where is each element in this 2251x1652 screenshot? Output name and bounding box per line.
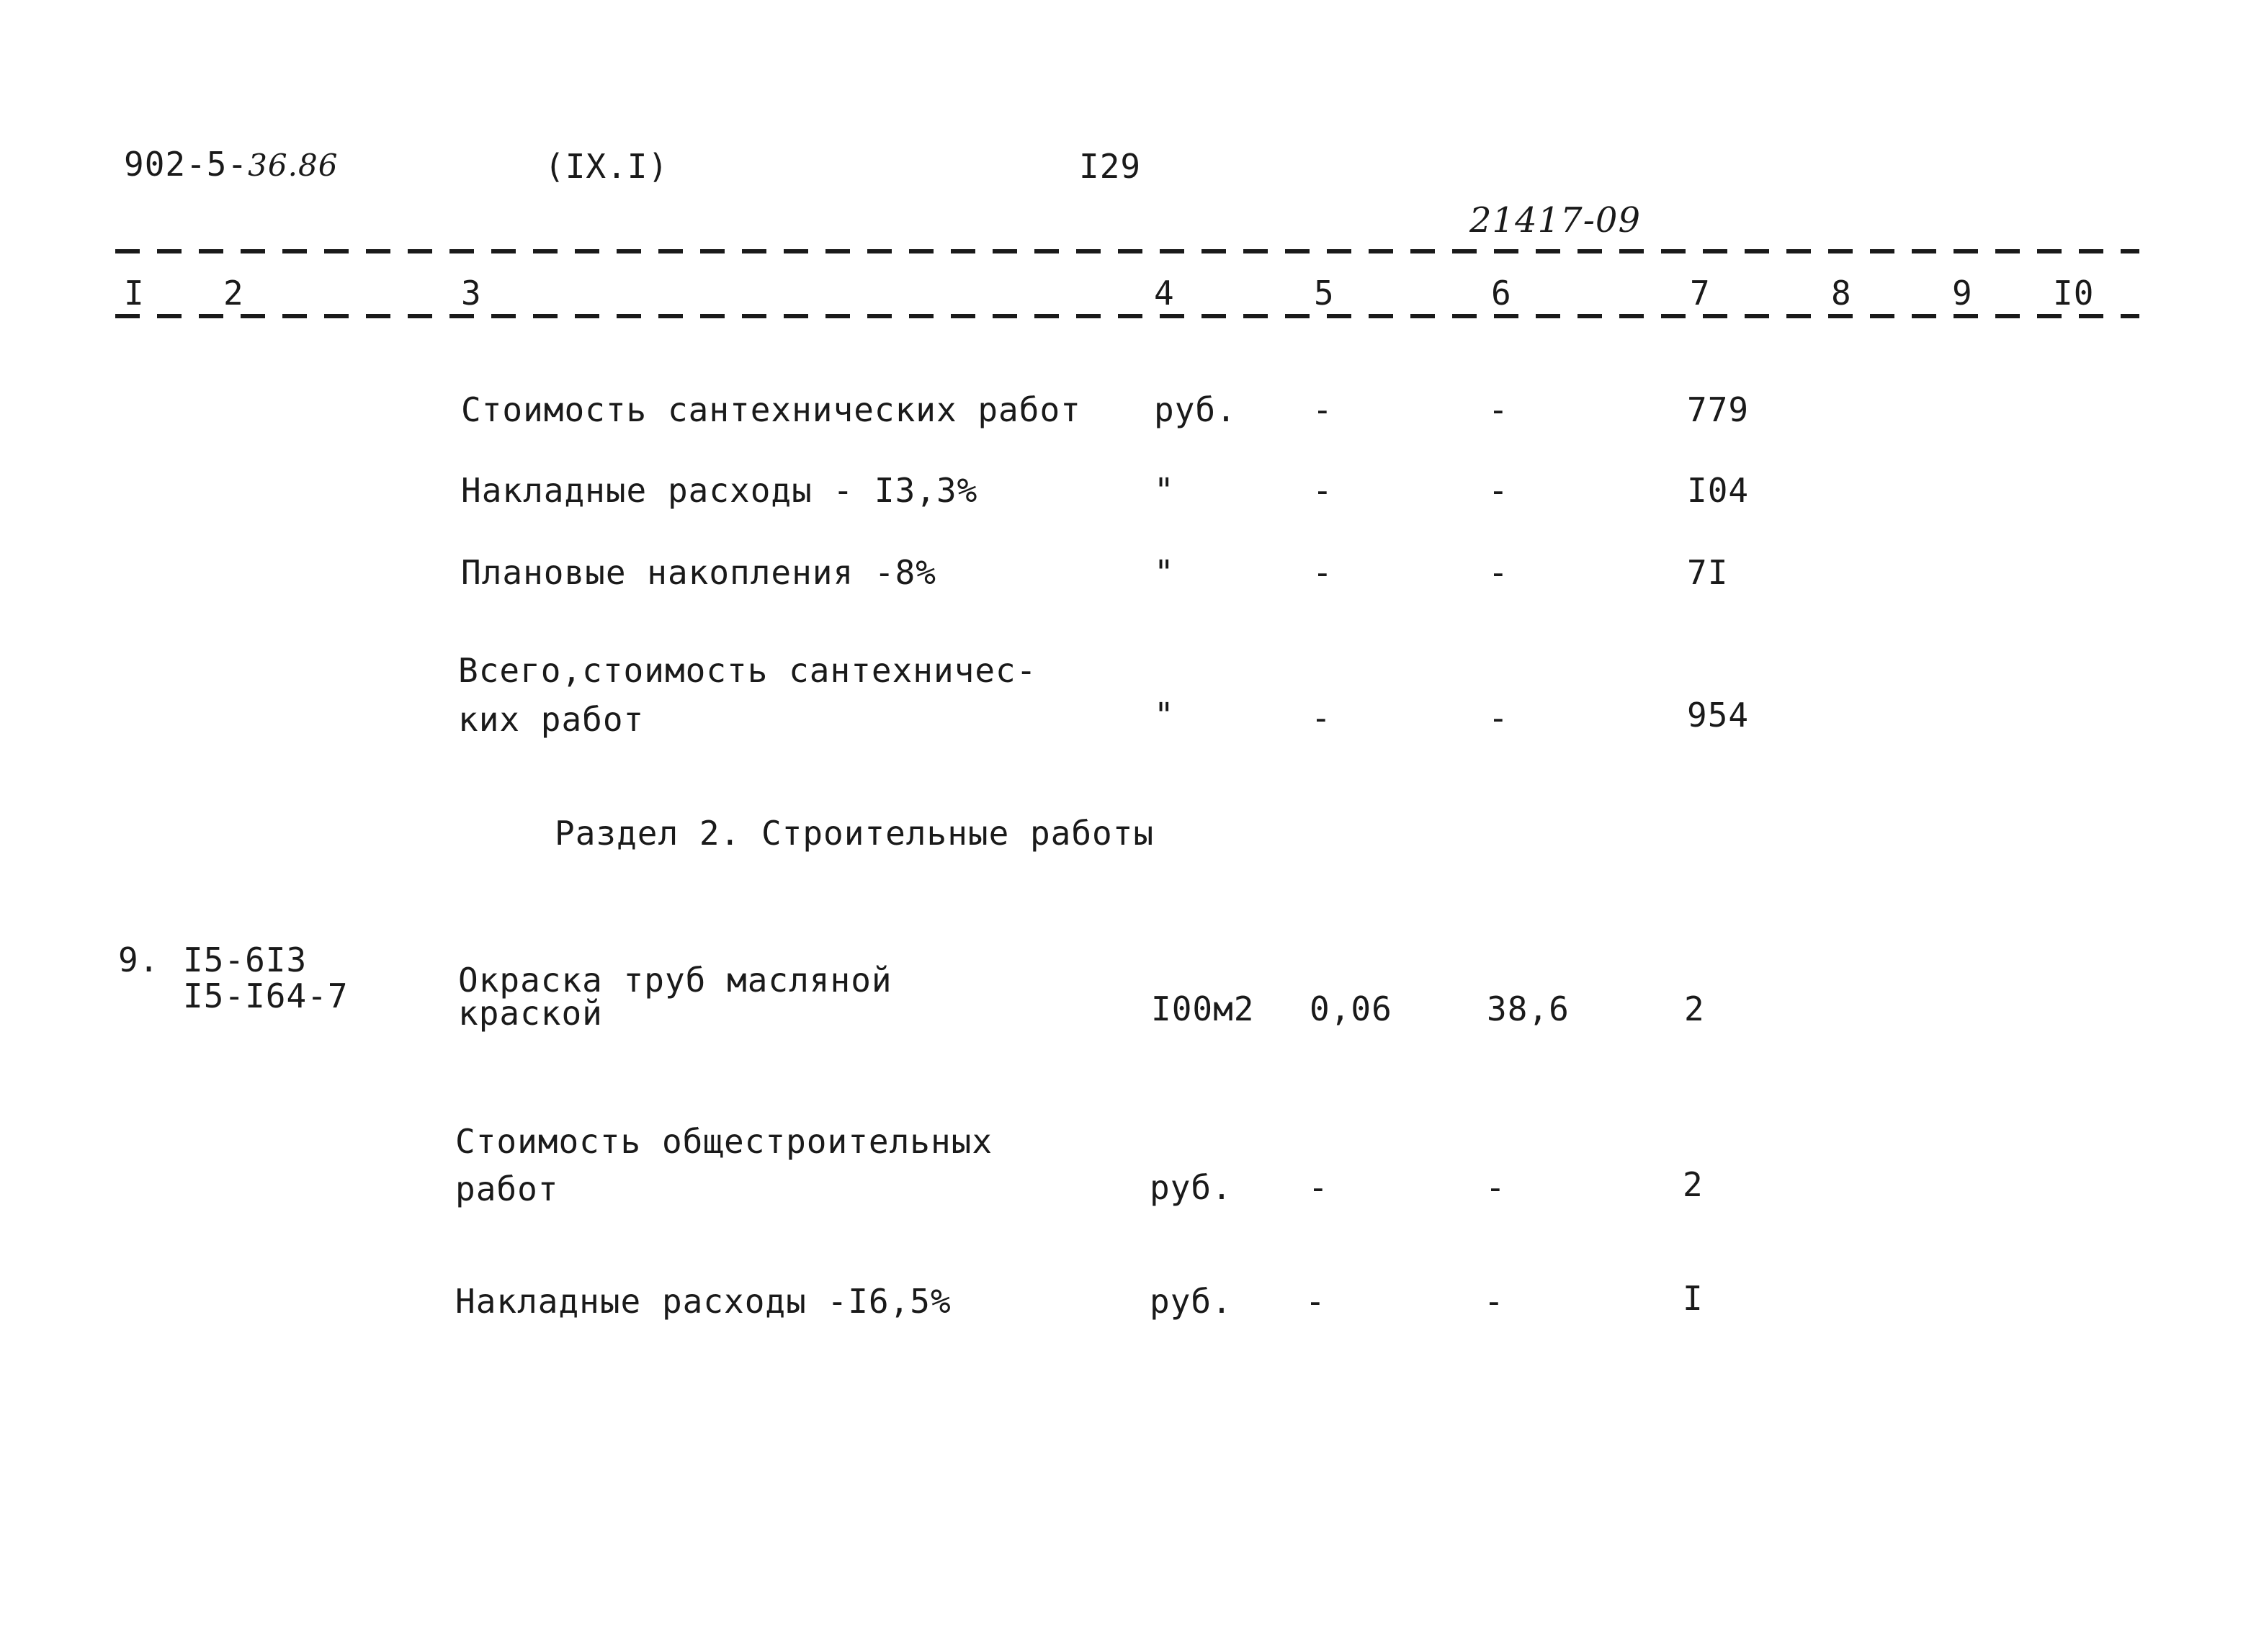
item-code-1: I5-6I3 <box>183 941 308 979</box>
row-name: Плановые накопления -8% <box>461 553 936 592</box>
item-col7: 2 <box>1684 989 1705 1028</box>
column-header-6: 6 <box>1491 274 1512 313</box>
handwritten-stamp: 21417-09 <box>1469 200 1641 241</box>
column-header-9: 9 <box>1952 274 1973 313</box>
row-unit: " <box>1154 696 1175 735</box>
page-number: I29 <box>1079 147 1142 186</box>
row-unit: руб. <box>1150 1168 1232 1207</box>
row-col6: - <box>1484 1282 1505 1321</box>
section-title: Раздел 2. Строительные работы <box>555 814 1155 853</box>
row-col5: - <box>1308 1168 1329 1207</box>
row-name-line2: ких работ <box>458 700 645 739</box>
item-unit: I00м2 <box>1151 989 1255 1028</box>
row-name: Стоимость сантехнических работ <box>461 390 1081 429</box>
row-name-line2: работ <box>455 1170 559 1208</box>
column-header-10: I0 <box>2053 274 2095 313</box>
row-unit: руб. <box>1150 1282 1232 1321</box>
document-number-handwritten: 36.86 <box>248 148 339 183</box>
column-header-3: 3 <box>461 274 482 313</box>
row-name: Накладные расходы - I3,3% <box>461 471 978 510</box>
item-number: 9. <box>118 941 160 979</box>
row-col6: - <box>1488 471 1509 510</box>
row-unit: руб. <box>1154 390 1237 429</box>
row-col7: I04 <box>1687 471 1750 510</box>
column-header-1: I <box>124 274 145 313</box>
row-col7: 2 <box>1683 1165 1704 1204</box>
row-name: Накладные расходы -I6,5% <box>455 1282 952 1321</box>
row-col5: - <box>1312 390 1333 429</box>
item-name-line2: краской <box>458 994 603 1033</box>
row-name-line1: Стоимость общестроительных <box>455 1122 993 1161</box>
row-unit: " <box>1154 471 1175 510</box>
row-unit: " <box>1154 553 1175 592</box>
row-col5: - <box>1305 1282 1326 1321</box>
document-number-printed: 902-5- <box>124 145 249 184</box>
row-col6: - <box>1488 699 1509 737</box>
header-rule-top <box>115 249 2139 253</box>
item-col6: 38,6 <box>1487 989 1570 1028</box>
document-number <box>124 145 339 184</box>
row-col5: - <box>1311 699 1332 737</box>
row-name-line1: Всего,стоимость сантехничес- <box>458 651 1037 690</box>
row-col5: - <box>1312 471 1333 510</box>
row-col7: I <box>1683 1279 1704 1318</box>
row-col6: - <box>1485 1168 1506 1207</box>
header-rule-bottom <box>115 314 2139 318</box>
item-code-2: I5-I64-7 <box>183 977 349 1015</box>
row-col5: - <box>1312 553 1333 592</box>
row-col6: - <box>1488 390 1509 429</box>
column-header-4: 4 <box>1154 274 1175 313</box>
row-col7: 779 <box>1687 390 1750 429</box>
column-header-2: 2 <box>223 274 244 313</box>
column-header-7: 7 <box>1690 274 1711 313</box>
item-name-line1: Окраска труб масляной <box>458 961 892 1000</box>
item-col5: 0,06 <box>1310 989 1392 1028</box>
row-col7: 954 <box>1687 696 1750 735</box>
section-code: (IX.I) <box>545 147 669 186</box>
row-col7: 7I <box>1687 553 1729 592</box>
row-col6: - <box>1488 553 1509 592</box>
column-header-5: 5 <box>1314 274 1335 313</box>
column-header-8: 8 <box>1831 274 1852 313</box>
